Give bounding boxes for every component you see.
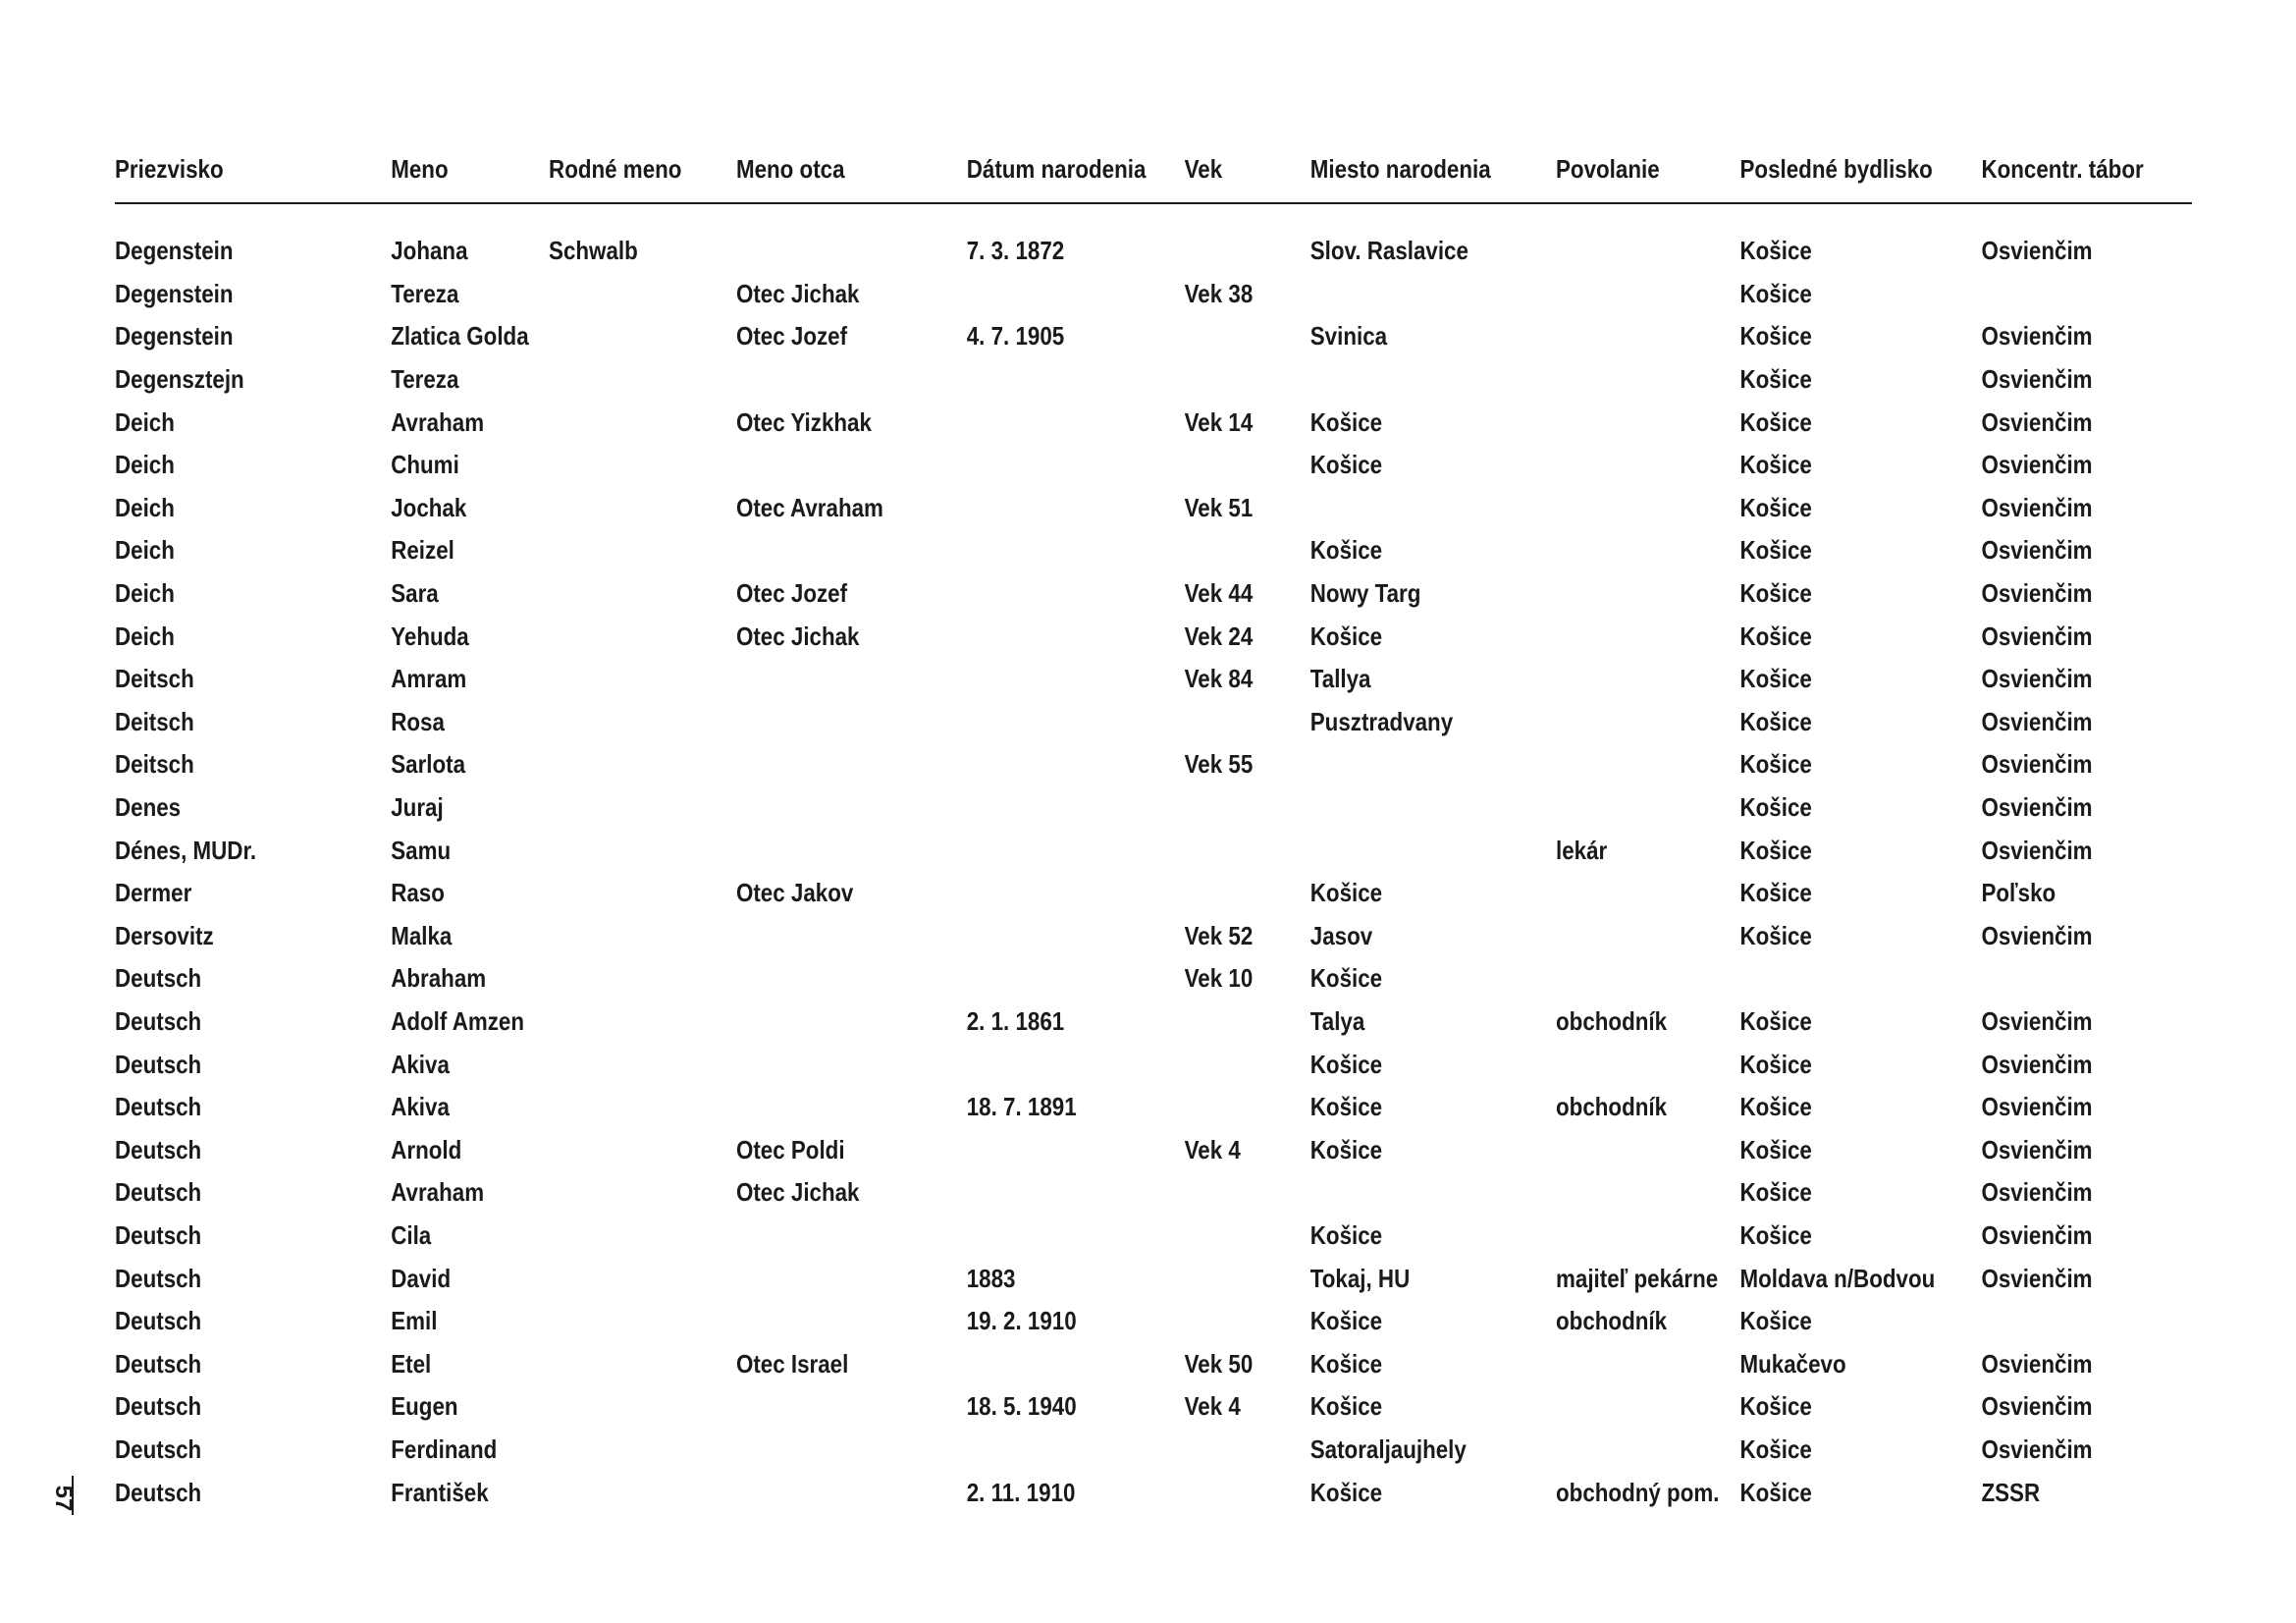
cell-birthplace: Košice bbox=[1309, 878, 1383, 908]
cell-surname: Deutsch bbox=[115, 1219, 202, 1250]
header-last-residence: Posledné bydlisko bbox=[1739, 153, 1933, 184]
cell-last-residence: Košice bbox=[1739, 835, 1812, 865]
cell-camp: Osvienčim bbox=[1981, 321, 2093, 352]
header-age: Vek bbox=[1184, 153, 1223, 184]
table-row bbox=[115, 1471, 2192, 1514]
table-row bbox=[115, 529, 2192, 572]
cell-birthplace: Košice bbox=[1309, 535, 1383, 566]
cell-camp: Osvienčim bbox=[1981, 236, 2093, 266]
cell-first-name: Sara bbox=[391, 578, 439, 609]
cell-first-name: Etel bbox=[391, 1348, 432, 1379]
cell-first-name: Juraj bbox=[391, 792, 444, 823]
cell-first-name: Reizel bbox=[391, 535, 454, 566]
cell-first-name: Cila bbox=[391, 1219, 432, 1250]
cell-father-name: Otec Jichak bbox=[735, 278, 860, 308]
page-number: 57 bbox=[50, 1485, 77, 1512]
cell-surname: Degenstein bbox=[115, 321, 234, 352]
cell-father-name: Otec Jichak bbox=[735, 1177, 860, 1208]
cell-first-name: Zlatica Golda bbox=[391, 321, 529, 352]
cell-first-name: Tereza bbox=[391, 278, 459, 308]
cell-surname: Deutsch bbox=[115, 1177, 202, 1208]
cell-age: Vek 10 bbox=[1184, 963, 1254, 994]
cell-birth-date: 1883 bbox=[966, 1263, 1016, 1293]
cell-camp: Osvienčim bbox=[1981, 450, 2093, 480]
table-row bbox=[115, 230, 2192, 273]
cell-surname: Deutsch bbox=[115, 1263, 202, 1293]
cell-last-residence: Košice bbox=[1739, 664, 1812, 694]
cell-surname: Deutsch bbox=[115, 1434, 202, 1464]
cell-surname: Deutsch bbox=[115, 1049, 202, 1079]
cell-father-name: Otec Jozef bbox=[735, 578, 848, 609]
cell-last-residence: Košice bbox=[1739, 706, 1812, 736]
cell-first-name: Malka bbox=[391, 920, 453, 950]
cell-father-name: Otec Avraham bbox=[735, 492, 883, 522]
cell-surname: Deich bbox=[115, 578, 175, 609]
cell-father-name: Otec Yizkhak bbox=[735, 406, 872, 437]
cell-age: Vek 44 bbox=[1184, 578, 1254, 609]
cell-birthplace: Slov. Raslavice bbox=[1309, 236, 1468, 266]
cell-camp: ZSSR bbox=[1981, 1477, 2041, 1507]
cell-surname: Deutsch bbox=[115, 1391, 202, 1422]
cell-maiden-name: Schwalb bbox=[549, 236, 638, 266]
table-row bbox=[115, 1001, 2192, 1044]
cell-surname: Deitsch bbox=[115, 706, 194, 736]
cell-age: Vek 55 bbox=[1184, 749, 1254, 780]
cell-first-name: František bbox=[391, 1477, 489, 1507]
cell-last-residence: Košice bbox=[1739, 1177, 1812, 1208]
cell-camp: Osvienčim bbox=[1981, 1134, 2093, 1164]
cell-last-residence: Košice bbox=[1739, 1477, 1812, 1507]
table-row bbox=[115, 615, 2192, 658]
cell-first-name: Arnold bbox=[391, 1134, 462, 1164]
cell-camp: Osvienčim bbox=[1981, 749, 2093, 780]
cell-age: Vek 4 bbox=[1184, 1391, 1241, 1422]
cell-last-residence: Košice bbox=[1739, 1306, 1812, 1336]
table-row bbox=[115, 872, 2192, 915]
cell-camp: Osvienčim bbox=[1981, 1092, 2093, 1122]
cell-first-name: Rosa bbox=[391, 706, 445, 736]
cell-last-residence: Košice bbox=[1739, 1219, 1812, 1250]
cell-birth-date: 2. 1. 1861 bbox=[966, 1005, 1065, 1036]
cell-surname: Deutsch bbox=[115, 963, 202, 994]
cell-last-residence: Košice bbox=[1739, 578, 1812, 609]
cell-last-residence: Moldava n/Bodvou bbox=[1739, 1263, 1936, 1293]
cell-age: Vek 4 bbox=[1184, 1134, 1241, 1164]
table-row bbox=[115, 401, 2192, 444]
table-header bbox=[115, 147, 2192, 190]
cell-occupation: obchodník bbox=[1556, 1306, 1668, 1336]
header-birthplace: Miesto narodenia bbox=[1309, 153, 1491, 184]
cell-surname: Deutsch bbox=[115, 1005, 202, 1036]
cell-first-name: Abraham bbox=[391, 963, 487, 994]
records-table bbox=[115, 147, 2192, 1514]
cell-camp: Osvienčim bbox=[1981, 1049, 2093, 1079]
cell-first-name: Akiva bbox=[391, 1092, 450, 1122]
table-row bbox=[115, 658, 2192, 701]
cell-age: Vek 38 bbox=[1184, 278, 1254, 308]
cell-father-name: Otec Poldi bbox=[735, 1134, 845, 1164]
cell-birthplace: Nowy Targ bbox=[1309, 578, 1421, 609]
cell-camp: Osvienčim bbox=[1981, 1348, 2093, 1379]
cell-surname: Deitsch bbox=[115, 749, 194, 780]
header-birth-date: Dátum narodenia bbox=[966, 153, 1147, 184]
cell-last-residence: Košice bbox=[1739, 321, 1812, 352]
table-row bbox=[115, 444, 2192, 487]
cell-surname: Dermer bbox=[115, 878, 192, 908]
cell-camp: Osvienčim bbox=[1981, 406, 2093, 437]
cell-last-residence: Košice bbox=[1739, 406, 1812, 437]
header-surname: Priezvisko bbox=[115, 153, 224, 184]
cell-last-residence: Mukačevo bbox=[1739, 1348, 1846, 1379]
cell-first-name: Akiva bbox=[391, 1049, 450, 1079]
cell-last-residence: Košice bbox=[1739, 621, 1812, 651]
cell-birth-date: 18. 7. 1891 bbox=[966, 1092, 1077, 1122]
cell-first-name: Adolf Amzen bbox=[391, 1005, 525, 1036]
cell-camp: Poľsko bbox=[1981, 878, 2056, 908]
cell-birthplace: Košice bbox=[1309, 1219, 1383, 1250]
cell-surname: Dersovitz bbox=[115, 920, 214, 950]
table-row bbox=[115, 1342, 2192, 1385]
cell-birthplace: Košice bbox=[1309, 1477, 1383, 1507]
table-row bbox=[115, 572, 2192, 616]
cell-camp: Osvienčim bbox=[1981, 578, 2093, 609]
cell-first-name: Eugen bbox=[391, 1391, 458, 1422]
cell-first-name: Samu bbox=[391, 835, 452, 865]
cell-camp: Osvienčim bbox=[1981, 1219, 2093, 1250]
table-row bbox=[115, 487, 2192, 530]
cell-birthplace: Satoraljaujhely bbox=[1309, 1434, 1467, 1464]
cell-age: Vek 52 bbox=[1184, 920, 1254, 950]
cell-surname: Deich bbox=[115, 450, 175, 480]
cell-surname: Degenstein bbox=[115, 278, 234, 308]
cell-last-residence: Košice bbox=[1739, 1005, 1812, 1036]
cell-first-name: Jochak bbox=[391, 492, 467, 522]
cell-surname: Deutsch bbox=[115, 1134, 202, 1164]
cell-last-residence: Košice bbox=[1739, 920, 1812, 950]
cell-occupation: majiteľ pekárne bbox=[1556, 1263, 1719, 1293]
cell-age: Vek 50 bbox=[1184, 1348, 1254, 1379]
cell-first-name: Avraham bbox=[391, 1177, 485, 1208]
cell-first-name: Sarlota bbox=[391, 749, 466, 780]
cell-first-name: David bbox=[391, 1263, 452, 1293]
cell-camp: Osvienčim bbox=[1981, 1177, 2093, 1208]
cell-camp: Osvienčim bbox=[1981, 1391, 2093, 1422]
cell-camp: Osvienčim bbox=[1981, 706, 2093, 736]
cell-camp: Osvienčim bbox=[1981, 492, 2093, 522]
cell-last-residence: Košice bbox=[1739, 1391, 1812, 1422]
table-row bbox=[115, 1128, 2192, 1171]
cell-last-residence: Košice bbox=[1739, 1134, 1812, 1164]
cell-surname: Deitsch bbox=[115, 664, 194, 694]
cell-age: Vek 84 bbox=[1184, 664, 1254, 694]
cell-surname: Degenstein bbox=[115, 236, 234, 266]
cell-father-name: Otec Jakov bbox=[735, 878, 854, 908]
cell-last-residence: Košice bbox=[1739, 792, 1812, 823]
cell-birthplace: Košice bbox=[1309, 406, 1383, 437]
cell-camp: Osvienčim bbox=[1981, 1263, 2093, 1293]
table-body bbox=[115, 230, 2192, 1514]
cell-surname: Deich bbox=[115, 492, 175, 522]
cell-birthplace: Košice bbox=[1309, 1391, 1383, 1422]
table-row bbox=[115, 1086, 2192, 1129]
table-row bbox=[115, 315, 2192, 358]
cell-first-name: Amram bbox=[391, 664, 467, 694]
cell-birthplace: Tallya bbox=[1309, 664, 1371, 694]
cell-birthplace: Talya bbox=[1309, 1005, 1365, 1036]
table-row bbox=[115, 358, 2192, 402]
cell-last-residence: Košice bbox=[1739, 278, 1812, 308]
table-row bbox=[115, 1257, 2192, 1300]
cell-father-name: Otec Jichak bbox=[735, 621, 860, 651]
cell-birth-date: 19. 2. 1910 bbox=[966, 1306, 1077, 1336]
cell-last-residence: Košice bbox=[1739, 878, 1812, 908]
header-camp: Koncentr. tábor bbox=[1981, 153, 2144, 184]
table-row bbox=[115, 786, 2192, 830]
table-row bbox=[115, 701, 2192, 744]
cell-occupation: obchodný pom. bbox=[1556, 1477, 1720, 1507]
cell-last-residence: Košice bbox=[1739, 535, 1812, 566]
cell-first-name: Avraham bbox=[391, 406, 485, 437]
cell-camp: Osvienčim bbox=[1981, 664, 2093, 694]
cell-birthplace: Košice bbox=[1309, 1306, 1383, 1336]
cell-first-name: Tereza bbox=[391, 364, 459, 395]
header-maiden-name: Rodné meno bbox=[549, 153, 682, 184]
cell-father-name: Otec Israel bbox=[735, 1348, 849, 1379]
cell-birthplace: Košice bbox=[1309, 1134, 1383, 1164]
table-row bbox=[115, 1385, 2192, 1429]
header-divider bbox=[115, 202, 2192, 204]
cell-first-name: Ferdinand bbox=[391, 1434, 498, 1464]
cell-last-residence: Košice bbox=[1739, 1092, 1812, 1122]
cell-last-residence: Košice bbox=[1739, 1049, 1812, 1079]
cell-surname: Deich bbox=[115, 621, 175, 651]
cell-surname: Deich bbox=[115, 535, 175, 566]
cell-surname: Degensztejn bbox=[115, 364, 244, 395]
header-occupation: Povolanie bbox=[1556, 153, 1660, 184]
table-row bbox=[115, 743, 2192, 786]
cell-last-residence: Košice bbox=[1739, 1434, 1812, 1464]
cell-age: Vek 24 bbox=[1184, 621, 1254, 651]
cell-occupation: obchodník bbox=[1556, 1005, 1668, 1036]
cell-camp: Osvienčim bbox=[1981, 364, 2093, 395]
cell-birthplace: Košice bbox=[1309, 1092, 1383, 1122]
cell-birthplace: Košice bbox=[1309, 621, 1383, 651]
cell-surname: Denes bbox=[115, 792, 182, 823]
cell-surname: Deutsch bbox=[115, 1092, 202, 1122]
cell-camp: Osvienčim bbox=[1981, 920, 2093, 950]
cell-surname: Dénes, MUDr. bbox=[115, 835, 257, 865]
cell-father-name: Otec Jozef bbox=[735, 321, 848, 352]
cell-first-name: Yehuda bbox=[391, 621, 469, 651]
cell-first-name: Raso bbox=[391, 878, 445, 908]
cell-last-residence: Košice bbox=[1739, 749, 1812, 780]
cell-camp: Osvienčim bbox=[1981, 792, 2093, 823]
table-row bbox=[115, 1429, 2192, 1472]
table-row bbox=[115, 1300, 2192, 1343]
cell-camp: Osvienčim bbox=[1981, 1434, 2093, 1464]
cell-last-residence: Košice bbox=[1739, 236, 1812, 266]
cell-first-name: Chumi bbox=[391, 450, 459, 480]
cell-birthplace: Tokaj, HU bbox=[1309, 1263, 1411, 1293]
cell-camp: Osvienčim bbox=[1981, 621, 2093, 651]
cell-surname: Deutsch bbox=[115, 1306, 202, 1336]
table-row bbox=[115, 915, 2192, 958]
header-first-name: Meno bbox=[391, 153, 449, 184]
cell-birthplace: Košice bbox=[1309, 1049, 1383, 1079]
cell-birth-date: 18. 5. 1940 bbox=[966, 1391, 1077, 1422]
table-row bbox=[115, 1043, 2192, 1086]
table-row bbox=[115, 957, 2192, 1001]
cell-surname: Deich bbox=[115, 406, 175, 437]
cell-first-name: Johana bbox=[391, 236, 468, 266]
cell-first-name: Emil bbox=[391, 1306, 438, 1336]
cell-last-residence: Košice bbox=[1739, 450, 1812, 480]
table-row bbox=[115, 1215, 2192, 1258]
cell-birth-date: 4. 7. 1905 bbox=[966, 321, 1065, 352]
header-father-name: Meno otca bbox=[735, 153, 845, 184]
cell-birthplace: Košice bbox=[1309, 1348, 1383, 1379]
table-row bbox=[115, 829, 2192, 872]
table-row bbox=[115, 1171, 2192, 1215]
cell-occupation: obchodník bbox=[1556, 1092, 1668, 1122]
cell-birthplace: Košice bbox=[1309, 450, 1383, 480]
cell-camp: Osvienčim bbox=[1981, 535, 2093, 566]
cell-birth-date: 2. 11. 1910 bbox=[966, 1477, 1076, 1507]
cell-last-residence: Košice bbox=[1739, 492, 1812, 522]
cell-camp: Osvienčim bbox=[1981, 1005, 2093, 1036]
cell-camp: Osvienčim bbox=[1981, 835, 2093, 865]
cell-birthplace: Svinica bbox=[1309, 321, 1388, 352]
cell-birthplace: Pusztradvany bbox=[1309, 706, 1454, 736]
cell-surname: Deutsch bbox=[115, 1477, 202, 1507]
cell-occupation: lekár bbox=[1556, 835, 1608, 865]
cell-age: Vek 51 bbox=[1184, 492, 1254, 522]
cell-birth-date: 7. 3. 1872 bbox=[966, 236, 1065, 266]
cell-birthplace: Košice bbox=[1309, 963, 1383, 994]
cell-birthplace: Jasov bbox=[1309, 920, 1373, 950]
cell-surname: Deutsch bbox=[115, 1348, 202, 1379]
cell-last-residence: Košice bbox=[1739, 364, 1812, 395]
cell-age: Vek 14 bbox=[1184, 406, 1254, 437]
table-row bbox=[115, 273, 2192, 316]
